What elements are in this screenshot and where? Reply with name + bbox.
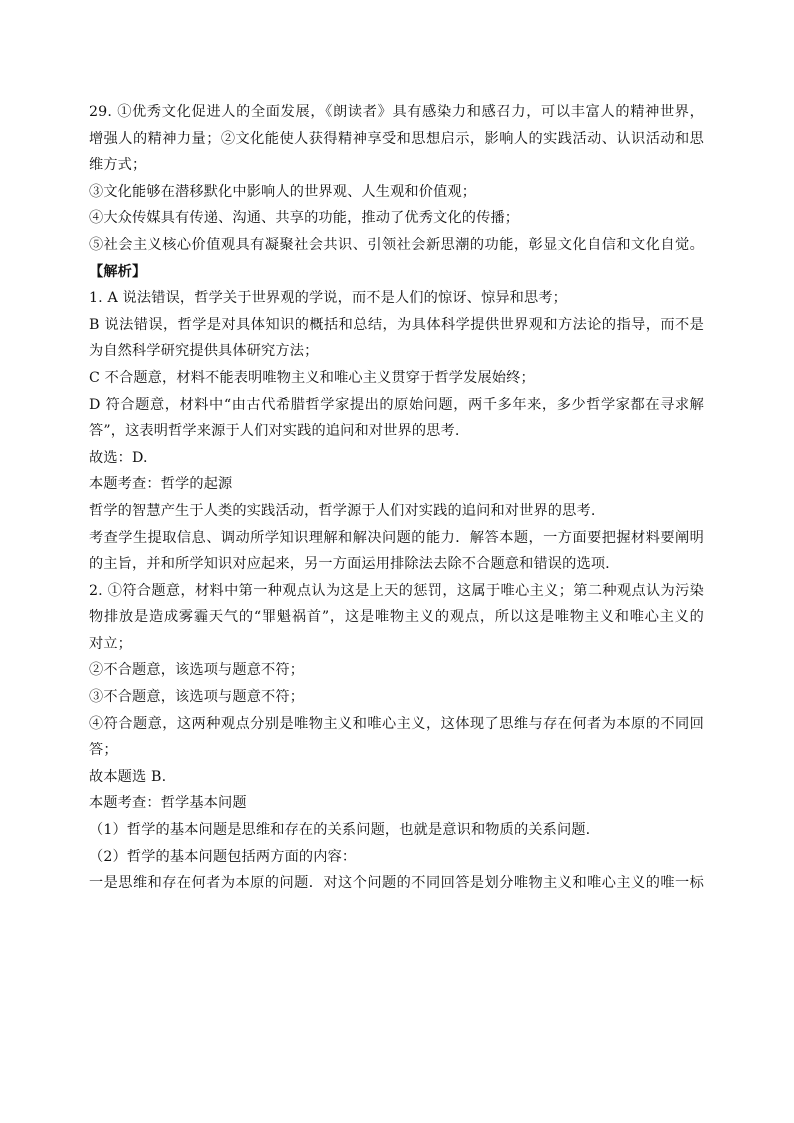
text-line: 维方式；	[89, 157, 147, 174]
text-line: 物排放是造成雾霾天气的“罪魁祸首”，这是唯物主义的观点，所以这是唯物主义和唯心主义的	[89, 609, 704, 626]
text-line: 增强人的精神力量；②文化能使人获得精神享受和思想启示，影响人的实践活动、认识活动和思	[89, 130, 704, 147]
text-line: （2）哲学的基本问题包括两方面的内容：	[89, 848, 357, 865]
text-line: 答；	[89, 742, 118, 759]
text-line: 考查学生提取信息、调动所学知识理解和解决问题的能力．解答本题，一方面要把握材料要阐明	[89, 529, 704, 546]
text-line: ⑤社会主义核心价值观具有凝聚社会共识、引领社会新思潮的功能，彰显文化自信和文化自觉。	[89, 236, 704, 253]
text-line: ②不合题意，该选项与题意不符；	[89, 662, 305, 679]
text-line: C 不合题意，材料不能表明唯物主义和唯心主义贯穿于哲学发展始终；	[89, 369, 535, 386]
text-line: （1）哲学的基本问题是思维和存在的关系问题，也就是意识和物质的关系问题.	[89, 822, 591, 839]
text-line: 的主旨，并和所学知识对应起来，另一方面运用排除法去除不合题意和错误的选项.	[89, 556, 610, 573]
text-line: ③不合题意，该选项与题意不符；	[89, 689, 305, 706]
text-line: 本题考查：哲学基本问题	[89, 795, 247, 812]
text-line: 本题考查：哲学的起源	[89, 476, 233, 493]
document-body	[89, 99, 704, 897]
section-heading: 【解析】	[89, 263, 147, 280]
text-line: D 符合题意，材料中“由古代希腊哲学家提出的原始问题，两千多年来，多少哲学家都在寻求解	[89, 396, 704, 413]
text-line: 故选：D.	[89, 449, 148, 466]
text-line: ④大众传媒具有传递、沟通、共享的功能，推动了优秀文化的传播；	[89, 210, 520, 227]
text-line: 哲学的智慧产生于人类的实践活动，哲学源于人们对实践的追问和对世界的思考.	[89, 502, 596, 519]
text-line: 1. A 说法错误，哲学关于世界观的学说，而不是人们的惊讶、惊异和思考；	[89, 290, 568, 307]
text-line: ③文化能够在潜移默化中影响人的世界观、人生观和价值观；	[89, 183, 477, 200]
text-line: 2. ①符合题意，材料中第一种观点认为这是上天的惩罚，这属于唯心主义；第二种观点认为污染	[89, 582, 704, 599]
text-line: 对立；	[89, 635, 133, 652]
text-line: ④符合题意，这两种观点分别是唯物主义和唯心主义，这体现了思维与存在何者为本原的不同回	[89, 715, 704, 732]
text-line: 一是思维和存在何者为本原的问题．对这个问题的不同回答是划分唯物主义和唯心主义的唯一标	[89, 875, 704, 892]
text-line: 故本题选 B.	[89, 768, 167, 785]
text-line: 答”，这表明哲学来源于人们对实践的追问和对世界的思考.	[89, 423, 460, 440]
text-line: 为自然科学研究提供具体研究方法；	[89, 343, 319, 360]
text-line: 29. ①优秀文化促进人的全面发展，《朗读者》具有感染力和感召力，可以丰富人的精神世界，	[89, 104, 704, 120]
text-line: B 说法错误，哲学是对具体知识的概括和总结，为具体科学提供世界观和方法论的指导，而不是	[89, 316, 704, 333]
